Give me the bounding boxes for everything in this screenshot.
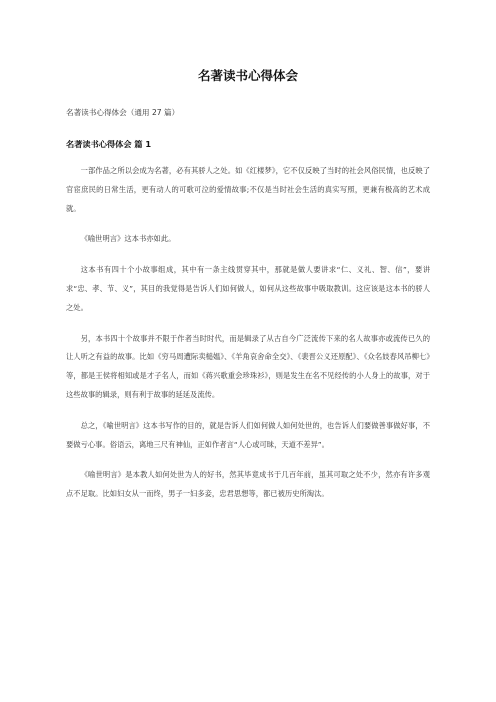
section-heading: 名著读书心得体会 篇 1 bbox=[66, 139, 152, 149]
paragraph-1: 一部作品之所以会成为名著，必有其骄人之处。如《红楼梦》，它不仅反映了当时的社会风俗民情，也反映了官宦庶民的日常生活，更有动人的可歌可泣的爱情故事;不仅是当时社会生活的真实写照，更兼有极高的艺术成就。 bbox=[66, 166, 430, 213]
document-title: 名著读书心得体会 bbox=[197, 68, 298, 83]
paragraph-3: 这本书有四十个小故事组成，其中有一条主线贯穿其中，那就是做人要讲求“仁、义礼、智、信”，要讲求“忠、孝、节、义”，其目的我觉得是告诉人们如何做人，如何从这些故事中吸取教训。这应该是这本书的骄人之处。 bbox=[66, 265, 430, 312]
paragraph-4: 另，本书四十个故事并不限于作者当时时代，而是辑录了从古自今广泛流传下来的名人故事亦或流传已久的让人听之有益的故事。比如《穷马周遭际卖槌媪》、《羊角哀舍命全交》、《裴晋公义还原配》、《众名妓春风吊柳七》等，都是王侯将相知或是才子名人，而如《蒋兴歌重会珍珠衫》，则是发生在名不见经传的小人身上的故事，对于这些故事的辑录，则有利于故事的延延及流传。 bbox=[66, 333, 430, 399]
document-subtitle: 名著读书心得体会（通用 27 篇） bbox=[66, 108, 180, 117]
paragraph-5: 总之，《喻世明言》这本书写作的目的，就是告诉人们如何做人如何处世的，也告诉人们要做善事做好事，不要做亏心事。俗语云，离地三尺有神仙，正如作者言“人心或可昧，天道不差异”。 bbox=[66, 420, 430, 449]
paragraph-6: 《喻世明言》是本教人如何处世为人的好书，然其毕竟成书于几百年前，虽其可取之处不少，然亦有许多观点不足取。比如妇女从一而终，男子一妇多妾，忠君思想等，都已被历史所淘汰。 bbox=[66, 470, 430, 499]
paragraph-2: 《喻世明言》这本书亦如此。 bbox=[80, 234, 176, 244]
